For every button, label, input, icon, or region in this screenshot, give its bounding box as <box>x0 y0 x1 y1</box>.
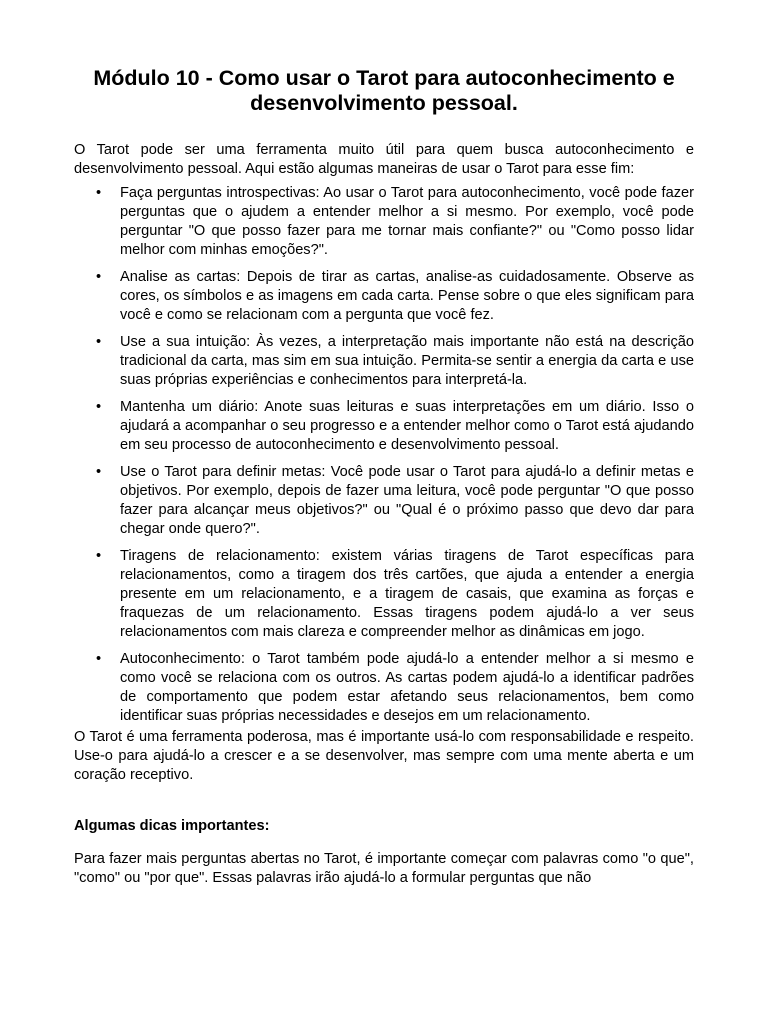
list-item-text: Autoconhecimento: o Tarot também pode ajudá-lo a entender melhor a si mesmo e como você se relaciona com os outros. As cartas podem ajudá-lo a identificar padrões de comportamento que podem estar afetando seus relacionamentos, bem como identificar suas próprias necessidades e desejos em um relacionamento. <box>120 651 694 724</box>
page-title: Módulo 10 - Como usar o Tarot para autoconhecimento e desenvolvimento pessoal. <box>93 66 675 115</box>
tips-paragraph: Para fazer mais perguntas abertas no Tarot, é importante começar com palavras como "o que", "como" ou "por que". Essas palavras irão ajudá-lo a formular perguntas que não <box>74 851 694 886</box>
list-item-text: Use o Tarot para definir metas: Você pode usar o Tarot para ajudá-lo a definir metas e objetivos. Por exemplo, depois de fazer uma leitura, você pode perguntar "O que posso fazer para alcançar meus objetivos?" ou "Qual é o próximo passo que devo dar para chegar onde quero?". <box>120 464 694 537</box>
tips-list <box>74 184 694 726</box>
bullet-icon: • <box>96 464 102 480</box>
list-item <box>74 398 694 455</box>
list-item <box>74 268 694 325</box>
list-item <box>74 184 694 260</box>
list-item-text: Faça perguntas introspectivas: Ao usar o Tarot para autoconhecimento, você pode fazer perguntas que o ajudem a entender melhor a si mesmo. Por exemplo, você pode perguntar "O que posso fazer para me tornar mais confiante?" ou "Como posso lidar melhor com minhas emoções?". <box>120 185 694 258</box>
list-item <box>74 333 694 390</box>
list-item-text: Mantenha um diário: Anote suas leituras e suas interpretações em um diário. Isso o ajudará a acompanhar o seu progresso e a entender melhor como o Tarot está ajudando em seu processo de autoconhecimento e desenvolvimento pessoal. <box>120 399 694 453</box>
bullet-icon: • <box>96 548 102 564</box>
list-item <box>74 547 694 642</box>
section-heading: Algumas dicas importantes: <box>74 818 270 834</box>
document-page <box>74 66 694 888</box>
list-item-text: Use a sua intuição: Às vezes, a interpretação mais importante não está na descrição tradicional da carta, mas sim em sua intuição. Permita-se sentir a energia da carta e use suas próprias experiências e conhecimentos para interpretá-la. <box>120 334 694 388</box>
intro-paragraph: O Tarot pode ser uma ferramenta muito útil para quem busca autoconhecimento e desenvolvimento pessoal. Aqui estão algumas maneiras de usar o Tarot para esse fim: <box>74 142 694 177</box>
list-item <box>74 463 694 539</box>
list-item-text: Tiragens de relacionamento: existem várias tiragens de Tarot específicas para relacionamentos, como a tiragem dos três cartões, que ajuda a entender a energia presente em um relacionamento, e a tiragem de casais, que examina as forças e fraquezas de um relacionamento. Essas tiragens podem ajudá-lo a ver seus relacionamentos com mais clareza e compreender melhor as dinâmicas em jogo. <box>120 548 694 640</box>
closing-paragraph: O Tarot é uma ferramenta poderosa, mas é importante usá-lo com responsabilidade e respeito. Use-o para ajudá-lo a crescer e a se desenvolver, mas sempre com uma mente aberta e um coração receptivo. <box>74 729 694 783</box>
list-item-text: Analise as cartas: Depois de tirar as cartas, analise-as cuidadosamente. Observe as cores, os símbolos e as imagens em cada carta. Pense sobre o que eles significam para você e como se relacionam com a pergunta que você fez. <box>120 269 694 323</box>
bullet-icon: • <box>96 185 102 201</box>
bullet-icon: • <box>96 651 102 667</box>
bullet-icon: • <box>96 269 102 285</box>
list-item <box>74 650 694 726</box>
bullet-icon: • <box>96 399 102 415</box>
bullet-icon: • <box>96 334 102 350</box>
